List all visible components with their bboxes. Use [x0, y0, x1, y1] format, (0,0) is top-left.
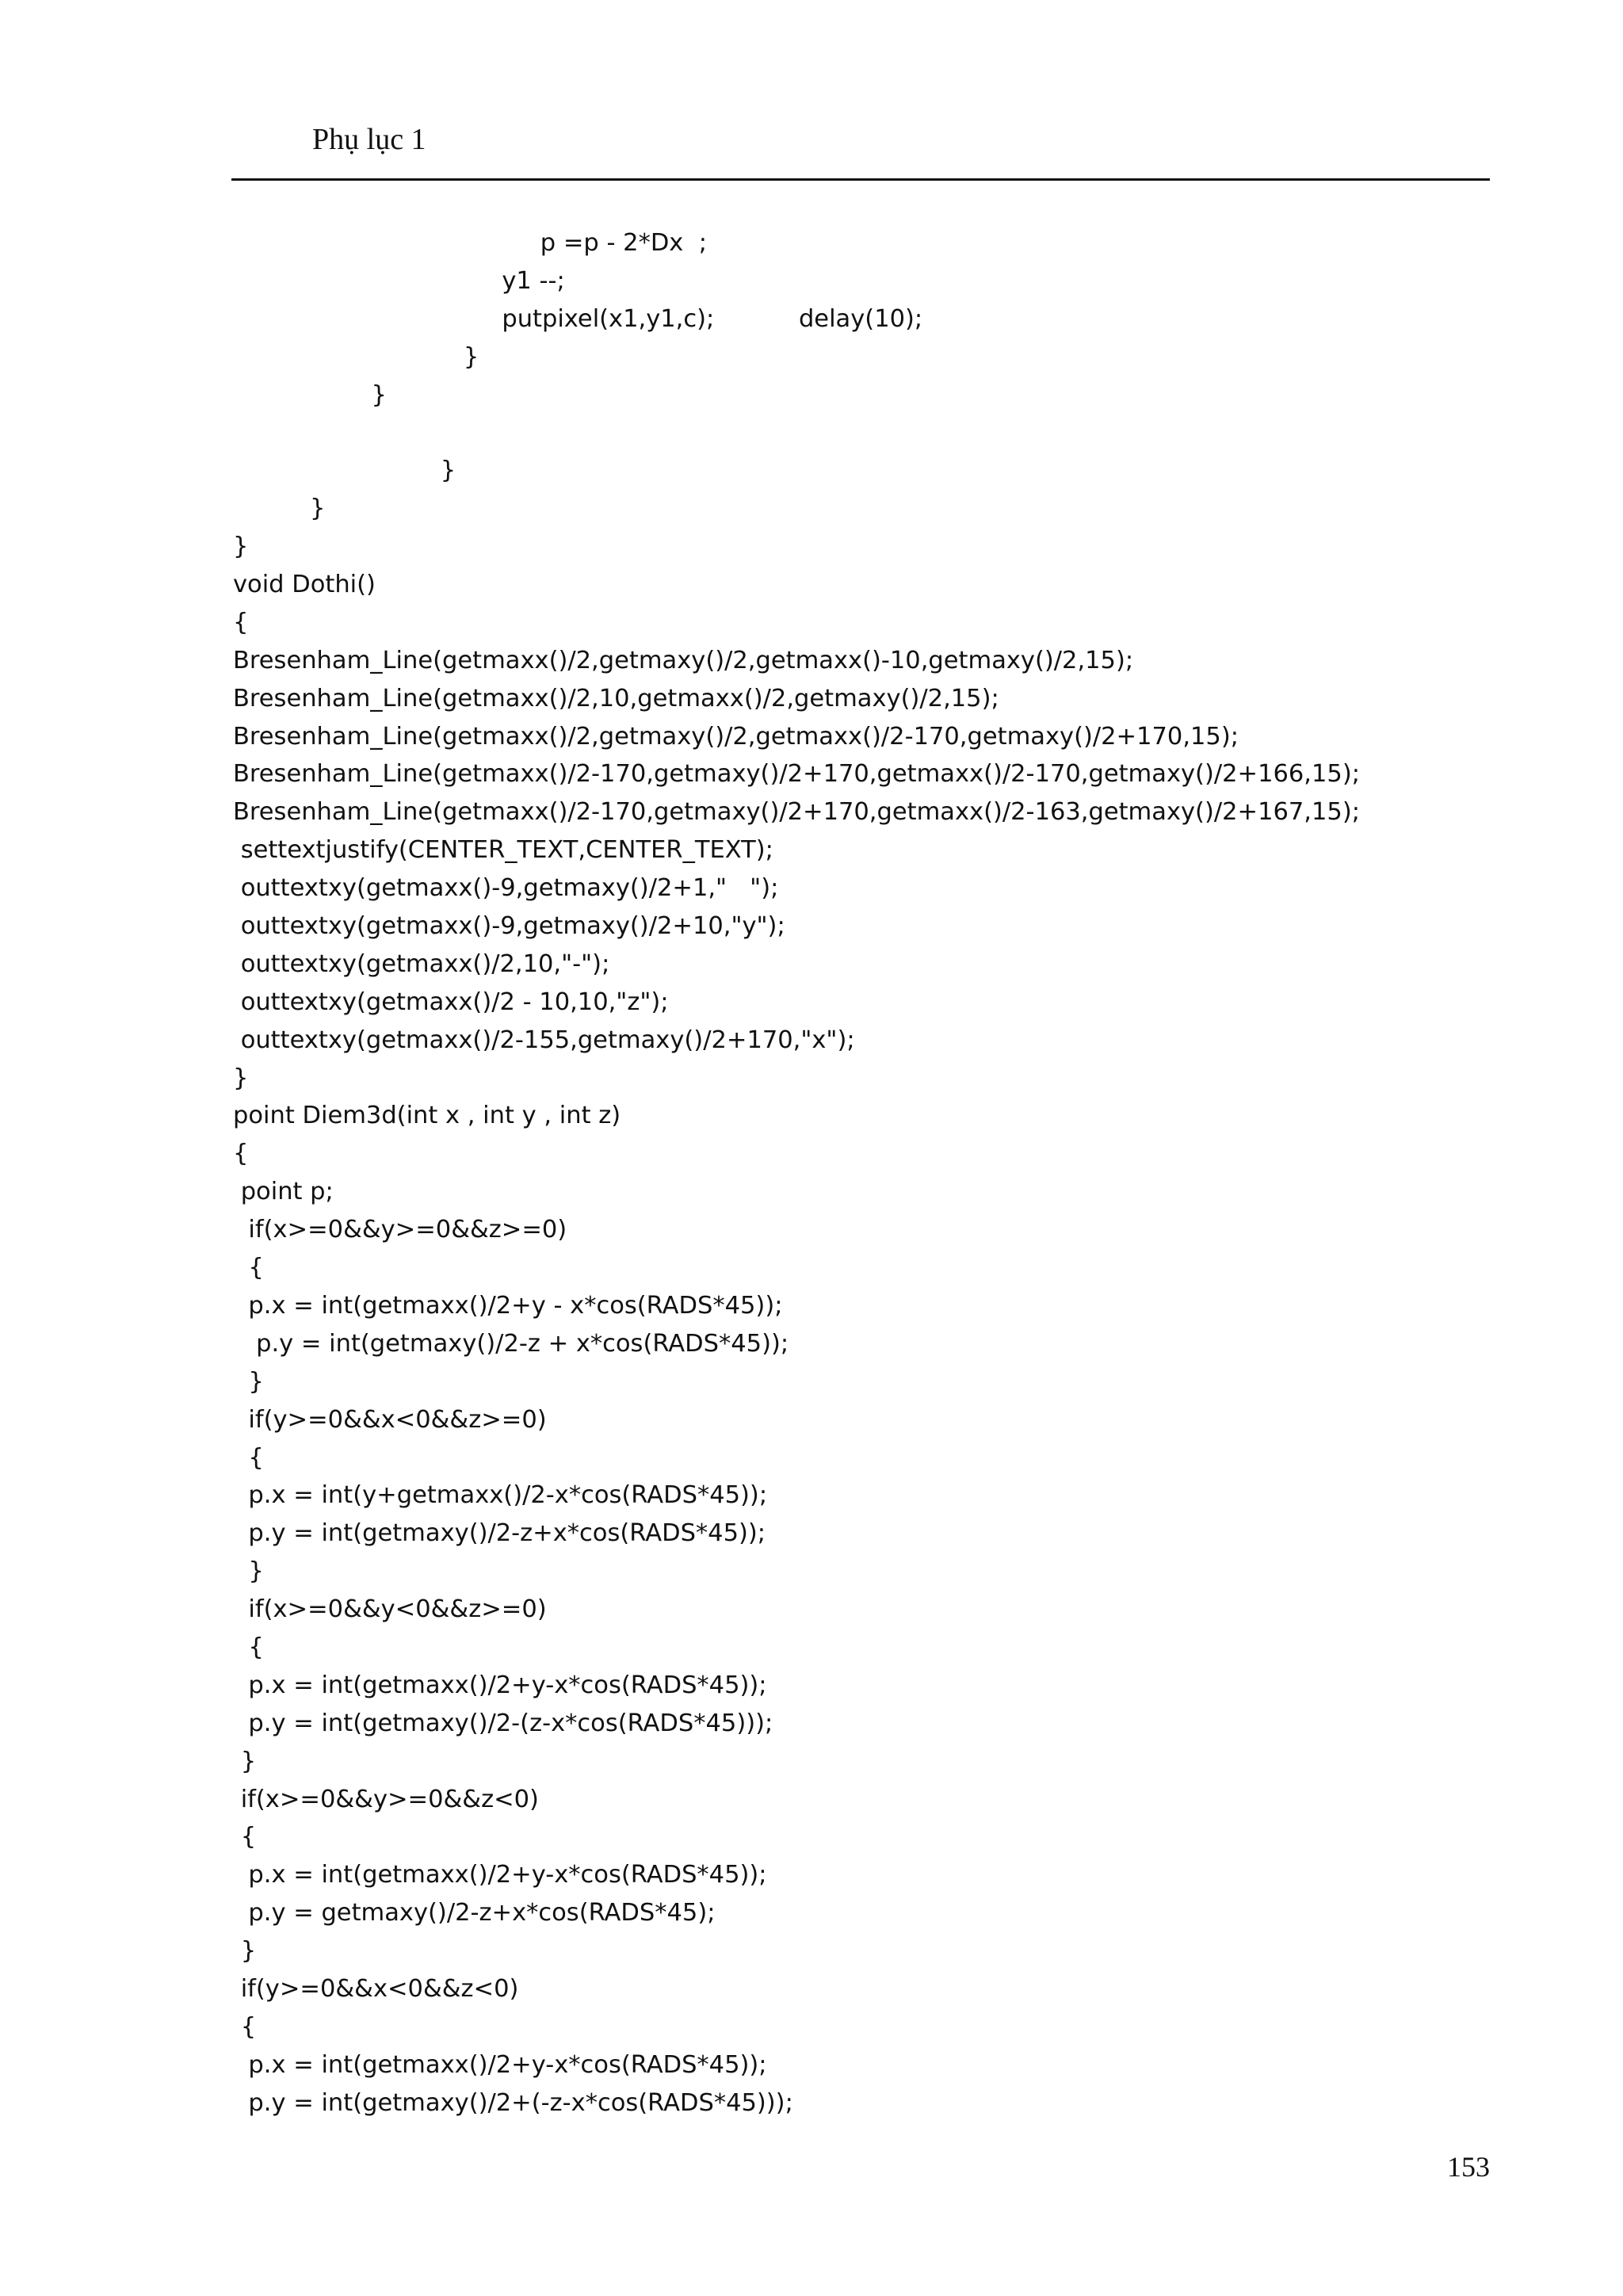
code-line: { — [233, 2012, 257, 2041]
code-line: settextjustify(CENTER_TEXT,CENTER_TEXT); — [233, 836, 773, 865]
code-line: } — [233, 1367, 264, 1396]
code-line: p.y = int(getmaxy()/2-(z-x*cos(RADS*45))); — [233, 1709, 773, 1737]
code-line: p.x = int(getmaxx()/2+y-x*cos(RADS*45)); — [233, 2050, 767, 2079]
code-line: } — [233, 380, 387, 409]
code-line: p.y = int(getmaxy()/2-z+x*cos(RADS*45)); — [233, 1519, 766, 1548]
code-line: if(x>=0&&y>=0&&z<0) — [233, 1785, 539, 1813]
code-line: void Dothi() — [233, 571, 376, 599]
code-line: if(y>=0&&x<0&&z<0) — [233, 1974, 519, 2003]
code-line: p.x = int(getmaxx()/2+y-x*cos(RADS*45)); — [233, 1861, 767, 1889]
code-line: } — [233, 1747, 257, 1775]
code-line: p =p - 2*Dx ; — [233, 229, 708, 257]
code-listing — [233, 224, 1485, 2122]
header-divider — [231, 178, 1490, 181]
code-line: outtextxy(getmaxx()-9,getmaxy()/2+1," "); — [233, 874, 779, 903]
code-line: putpixel(x1,y1,c); delay(10); — [233, 304, 923, 333]
code-line: p.y = getmaxy()/2-z+x*cos(RADS*45); — [233, 1899, 716, 1927]
code-line: outtextxy(getmaxx()-9,getmaxy()/2+10,"y"); — [233, 912, 785, 941]
code-line: outtextxy(getmaxx()/2,10,"-"); — [233, 949, 610, 978]
code-line: if(x>=0&&y<0&&z>=0) — [233, 1595, 547, 1624]
code-line: Bresenham_Line(getmaxx()/2,10,getmaxx()/2,getmaxy()/2,15); — [233, 684, 999, 712]
code-line: { — [233, 1823, 257, 1851]
code-line: outtextxy(getmaxx()/2-155,getmaxy()/2+170,"x"); — [233, 1026, 855, 1054]
code-line: y1 --; — [233, 266, 565, 295]
code-line: Bresenham_Line(getmaxx()/2,getmaxy()/2,getmaxx()-10,getmaxy()/2,15); — [233, 646, 1134, 674]
code-line: } — [233, 1937, 257, 1966]
code-line: Bresenham_Line(getmaxx()/2,getmaxy()/2,getmaxx()/2-170,getmaxy()/2+170,15); — [233, 722, 1239, 751]
code-line: p.x = int(getmaxx()/2+y - x*cos(RADS*45)); — [233, 1291, 783, 1320]
code-line: if(y>=0&&x<0&&z>=0) — [233, 1405, 547, 1434]
code-line: outtextxy(getmaxx()/2 - 10,10,"z"); — [233, 988, 669, 1016]
code-line: p.y = int(getmaxy()/2-z + x*cos(RADS*45)); — [233, 1329, 789, 1358]
code-line: { — [233, 1140, 249, 1168]
code-line — [233, 414, 1485, 452]
code-line: point p; — [233, 1178, 334, 1206]
code-line: Bresenham_Line(getmaxx()/2-170,getmaxy()/2+170,getmaxx()/2-163,getmaxy()/2+167,15); — [233, 798, 1360, 827]
code-line: p.y = int(getmaxy()/2+(-z-x*cos(RADS*45))); — [233, 2088, 793, 2117]
code-line: { — [233, 608, 249, 636]
code-line: { — [233, 1633, 264, 1661]
code-line: } — [233, 495, 326, 523]
code-line: } — [233, 1557, 264, 1586]
code-line: } — [233, 1064, 249, 1092]
page-header-title: Phụ lục 1 — [312, 123, 426, 156]
code-line: p.x = int(y+getmaxx()/2-x*cos(RADS*45)); — [233, 1481, 768, 1510]
code-line: p.x = int(getmaxx()/2+y-x*cos(RADS*45)); — [233, 1671, 767, 1699]
code-line: } — [233, 533, 249, 561]
code-line: { — [233, 1443, 264, 1472]
code-line: } — [233, 342, 479, 371]
code-line: Bresenham_Line(getmaxx()/2-170,getmaxy()/2+170,getmaxx()/2-170,getmaxy()/2+166,15); — [233, 760, 1360, 789]
code-line: point Diem3d(int x , int y , int z) — [233, 1102, 621, 1130]
page-number: 153 — [1447, 2151, 1490, 2183]
code-line: if(x>=0&&y>=0&&z>=0) — [233, 1216, 567, 1244]
code-line: } — [233, 457, 456, 485]
code-line: { — [233, 1254, 264, 1282]
